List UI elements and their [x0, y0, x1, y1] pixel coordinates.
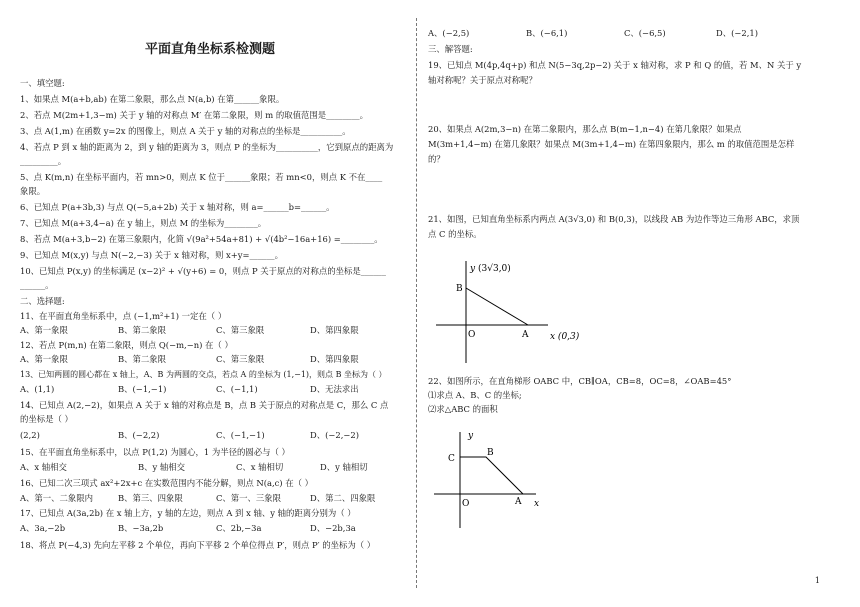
y-axis-label: y: [468, 431, 474, 441]
option: D、无法求出: [310, 384, 359, 394]
question-17: 17、已知点 A(3a,2b) 在 x 轴上方，y 轴的左边，则点 A 到 x 轴、y 轴的距离分别为（ ）: [20, 508, 356, 518]
option: D、(−2,−2): [310, 430, 359, 440]
question-16: 16、已知二次三项式 ax²+2x+c 在实数范围内不能分解，则点 N(a,c) 在（ ）: [20, 478, 314, 488]
question-9: 9、已知点 M(x,y) 与点 N(−2,−3) 关于 x 轴对称，则 x+y=______。: [20, 250, 283, 260]
option: C、(−1,−1): [216, 430, 265, 440]
question-14: 14、已知点 A(2,−2)，如果点 A 关于 x 轴的对称点是 B，点 B 关于原点的对称点是 C，那么 C 点: [20, 400, 389, 410]
option: A、第一象限: [20, 354, 68, 364]
question-20-cont2: 的？: [428, 154, 445, 164]
point-a-label: A: [515, 497, 522, 507]
option: C、第三象限: [216, 325, 265, 335]
question-19-cont: 轴对称呢？关于原点对称呢？: [428, 75, 537, 85]
option: D、y 轴相切: [320, 462, 368, 472]
question-22-part1: ⑴求点 A、B、C 的坐标;: [428, 390, 522, 400]
option: C、(−1,1): [216, 384, 258, 394]
origin-label: O: [468, 330, 476, 340]
point-a-label: A: [522, 330, 529, 340]
y-axis-label: y: [470, 264, 476, 274]
question-3: 3、点 A(1,m) 在函数 y=2x 的图像上，则点 A 关于 y 轴的对称点的坐标是__________。: [20, 126, 351, 136]
question-2: 2、若点 M(2m+1,3−m) 关于 y 轴的对称点 M′ 在第二象限，则 m 的取值范围是________。: [20, 110, 368, 120]
fill-section-heading: 一、填空题:: [20, 78, 65, 88]
x-axis-label: x: [534, 499, 540, 509]
question-20: 20、如果点 A(2m,3−n) 在第二象限内，那么点 B(m−1,n−4) 在第几象限？如果点: [428, 124, 742, 134]
option: (2,2): [20, 430, 40, 440]
question-11: 11、在平面直角坐标系中，点 (−1,m²+1) 一定在（ ）: [20, 311, 227, 321]
point-b-label: B: [487, 448, 494, 458]
question-6: 6、已知点 P(a+3b,3) 与点 Q(−5,a+2b) 关于 x 轴对称，则 a=______b=______。: [20, 202, 335, 212]
question-15: 15、在平面直角坐标系中，以点 P(1,2) 为圆心，1 为半径的圆必与（ ）: [20, 447, 290, 457]
question-8: 8、若点 M(a+3,b−2) 在第三象限内，化简 √(9a²+54a+81) + √(4b²−16a+16) =________。: [20, 234, 383, 244]
point-c-label: C: [448, 454, 455, 464]
option: D、第四象限: [310, 325, 359, 335]
question-10: 10、已知点 P(x,y) 的坐标满足 (x−2)² + √(y+6) = 0，则点 P 关于原点的对称点的坐标是______: [20, 266, 386, 276]
option: D、第四象限: [310, 354, 359, 364]
question-21-cont: 点 C 的坐标。: [428, 229, 482, 239]
column-divider: [416, 18, 417, 588]
option: D、−2b,3a: [310, 523, 356, 533]
x-axis-annotation: x (0,3): [550, 332, 580, 342]
question-12: 12、若点 P(m,n) 在第二象限，则点 Q(−m,−n) 在（ ）: [20, 340, 233, 350]
option: B、第二象限: [118, 325, 167, 335]
question-5-cont: 象限。: [20, 186, 46, 196]
option: C、第三象限: [216, 354, 265, 364]
option: B、−3a,2b: [118, 523, 164, 533]
question-20-cont: M(3m+1,4−m) 在第几象限？如果点 M(3m+1,4−m) 在第四象限内，那么 m 的取值范围是怎样: [428, 139, 795, 149]
option: C、第一、三象限: [216, 493, 282, 503]
option: A、(−2,5): [428, 28, 470, 38]
question-7: 7、已知点 M(a+3,4−a) 在 y 轴上，则点 M 的坐标为________。: [20, 218, 267, 228]
page-title: 平面直角坐标系检测题: [144, 42, 275, 57]
option: A、3a,−2b: [20, 523, 66, 533]
option: C、(−6,5): [624, 28, 666, 38]
option: C、2b,−3a: [216, 523, 262, 533]
question-18: 18、将点 P(−4,3) 先向左平移 2 个单位，再向下平移 2 个单位得点 P′，则点 P′ 的坐标为（ ）: [20, 540, 376, 550]
choice-section-heading: 二、选择题:: [20, 296, 65, 306]
question-10-cont: ______。: [20, 280, 54, 290]
option: C、x 轴相切: [236, 462, 284, 472]
question-13: 13、已知两圆的圆心都在 x 轴上，A、B 为两圆的交点，若点 A 的坐标为 (1,−1)，则点 B 坐标为（ ）: [20, 370, 387, 379]
option: A、(1,1): [20, 384, 55, 394]
option: B、(−6,1): [526, 28, 568, 38]
question-4: 4、若点 P 到 x 轴的距离为 2，到 y 轴的距离为 3，则点 P 的坐标为__________，它到原点的距离为: [20, 142, 394, 152]
question-21: 21、如图，已知直角坐标系内两点 A(3√3,0) 和 B(0,3)，以线段 AB 为边作等边三角形 ABC，求顶: [428, 214, 800, 224]
option: A、x 轴相交: [20, 462, 67, 472]
question-14-cont: 的坐标是（ ）: [20, 414, 73, 424]
option: B、y 轴相交: [138, 462, 186, 472]
question-1: 1、如果点 M(a+b,ab) 在第二象限，那么点 N(a,b) 在第______象限。: [20, 94, 285, 104]
point-b-label: B: [456, 284, 463, 294]
question-19: 19、已知点 M(4p,4q+p) 和点 N(5−3q,2p−2) 关于 x 轴对称，求 P 和 Q 的值，若 M、N 关于 y: [428, 60, 802, 70]
option: B、(−2,2): [118, 430, 160, 440]
page-number: 1: [814, 576, 820, 585]
option: A、第一、二象限内: [20, 493, 94, 503]
question-4-cont: _________。: [20, 156, 67, 166]
option: A、第一象限: [20, 325, 68, 335]
option: D、(−2,1): [716, 28, 758, 38]
option: D、第二、四象限: [310, 493, 376, 503]
origin-label: O: [462, 499, 470, 509]
trapezoid-edges: [460, 457, 523, 494]
question-22: 22、如图所示，在直角梯形 OABC 中，CB∥OA，CB=8，OC=8，∠OAB=45°: [428, 376, 732, 386]
y-axis-annotation: (3√3,0): [478, 264, 511, 274]
figure-22: [428, 424, 568, 534]
figure-21: [428, 255, 618, 370]
option: B、第三、四象限: [118, 493, 183, 503]
option: B、第二象限: [118, 354, 167, 364]
option: B、(−1,−1): [118, 384, 167, 394]
question-5: 5、点 K(m,n) 在坐标平面内，若 mn>0，则点 K 位于______象限；若 mn<0，则点 K 不在____: [20, 172, 383, 182]
answer-section-heading: 三、解答题:: [428, 44, 473, 54]
question-22-part2: ⑵求△ABC 的面积: [428, 404, 498, 414]
segment-ab: [466, 288, 528, 325]
